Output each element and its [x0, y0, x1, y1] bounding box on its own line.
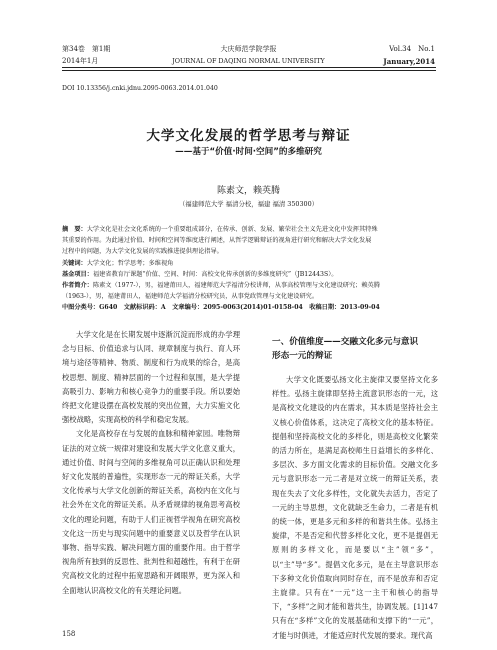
section-1-heading-line-2: 形态一元的辩证 — [272, 351, 333, 361]
body-right-paragraph-1: 大学文化既要弘扬文化主旋律又要坚持文化多样性。弘扬主旋律即坚持主流意识形态的一元，这是高校文化建设的内在需求，其本质是坚持社会主义核心价值体系，这决定了高校文化的基本特征。提倡和坚持高校文化的多样化，则是高校文化繁荣的活力所在，是满足高校师生日益增长的多样化、多层次、多方面文化需求的目标价值。交融文化多元与意识形态一元二者是对立统一的辩证关系，表现在失去了文化多样性，文化就失去活力，否定了一元的主导思想，文化就缺乏生命力，二者是有机的统一体，更是多元和多样的和谐共生体。弘扬主旋律，不是否定和代替多样化文化，更不是提倡无原则的多样文化，而是要以“主”领“多”，以“主”导“多”。提倡文化多元，是在主导意识形态下多种文化价值取向同时存在，而不是放弃和否定主旋律。只有在“一元”这一主干和核心的指导下，“多样”之间才能和谐共生，协调发展。[1]147 只有在“多样”文化的发展基础和支撑下的“一元”，才能与时俱进，才能适应时代发展的要求。现代高 — [272, 375, 438, 640]
header-journal-cn: 大庆师范学院学报 — [220, 45, 277, 53]
received-date-label: 收稿日期： — [309, 304, 341, 311]
header-date-en: January,2014 — [383, 57, 435, 66]
author-bio-text-1: 陈素文（1977-），男，福建莆田人，福建师范大学福清分校讲师，从事高校管理与文化建设研究；赖英腾 — [92, 282, 380, 289]
header-volume-cn: 第34卷 第1期 — [62, 45, 111, 53]
classification-line — [62, 303, 434, 314]
author-bio-line-2: （1963-），男，福建莆田人，福建师范大学福清分校研究员，从事党政管理与文化建设研究。 — [62, 293, 319, 300]
abstract-line-2: 其重要的作用。为此通过价值、时间和空间等维度进行阐述，从哲学逻辑辩证的视角进行研究和解决大学文化发展 — [62, 237, 372, 244]
section-1-heading-line-1: 一、价值维度——交融文化多元与意识 — [272, 337, 419, 347]
body-left-paragraph-1: 大学文化是在长期发展中逐渐沉淀而形成的办学理念与目标、价值追求与认同、规章制度与执行、育人环境与途径等精神、物质、制度和行为成果的综合，是高校思想、制度、精神层面的一个过程和氛围，是大学提高吸引力、影响力和核心竞争力的重要手段。所以要始终把文化建设摆在高校发展的突出位置，大力实施文化强校战略，实现高校的科学和稳定发展。 — [62, 330, 240, 425]
section-1-heading — [272, 335, 438, 363]
body-left-paragraph-2: 文化是高校存在与发展的血脉和精神家园。唯物辩证法的对立统一规律对建设和发展大学文化意义重大，通过价值、时间与空间的多维视角可以正确认识和处理好文化发展的普遍性，实现形态一元的辩证关系，大学文化传承与大学文化创新的辩证关系，高校内在文化与社会外在文化的辩证关系。从矛盾规律的视角思考高校文化的理论问题，有助于人们正视哲学视角在研究高校文化这一历史与现实问题中的重要意义以及哲学在认识事物、指导实践、解决问题方面的重要作用。由于哲学视角所有独到的反思性、批判性和超越性，有利于在研究高校文化的过程中拓宽思路和开阔眼界，更为深入和全面地认识高校文化的有关理论问题。 — [62, 429, 240, 595]
article-id-label: 文章编号： — [172, 304, 204, 311]
article-affiliation: （福建师范大学 福清分校，福建 福清 350300） — [178, 200, 319, 208]
abstract-label: 摘 要： — [62, 226, 87, 233]
header-date-cn: 2014年1月 — [62, 57, 99, 65]
abstract-text-1: 大学文化是社会文化系统的一个重要组成部分，在传承、创新、发展、繁荣社会主义先进文化中发挥其特殊 — [86, 226, 378, 233]
author-bio-label: 作者简介： — [62, 282, 93, 289]
clc-label: 中图分类号： — [62, 304, 100, 311]
article-authors: 陈素文，赖英腾 — [216, 186, 280, 196]
fund-label: 基金项目： — [62, 271, 93, 278]
page-number: 158 — [62, 630, 76, 638]
header-volume-en: Vol.34 No.1 — [389, 45, 435, 53]
abstract-line-3: 过程中的问题，为大学文化发展的实践推进提供理论指导。 — [62, 248, 223, 255]
code-value: A — [160, 304, 166, 311]
keywords — [62, 259, 434, 270]
article-id-value: 2095-0063(2014)01-0158-04 — [203, 304, 303, 311]
received-date-value: 2013-09-04 — [340, 304, 380, 311]
abstract-line-1 — [62, 225, 434, 236]
body-left-column — [62, 328, 240, 598]
header-rule-thin — [62, 70, 436, 71]
body-right-column — [272, 373, 438, 643]
fund-text: 福建省教育厅课题“价值、空间、时间：高校文化传承创新的多维度研究”（JB12443S）。 — [92, 271, 338, 278]
clc-value: G640 — [99, 304, 118, 311]
header-journal-en: JOURNAL OF DAQING NORMAL UNIVERSITY — [172, 57, 325, 65]
fund — [62, 270, 434, 281]
article-subtitle: ——基于“价值·时间·空间”的多维研究 — [175, 147, 322, 157]
doi-line: DOI 10.13356/j.cnki.jdnu.2095-0063.2014.01.040 — [62, 85, 218, 92]
keywords-label: 关键词： — [62, 260, 87, 267]
author-bio-line-1 — [62, 281, 434, 292]
article-title: 大学文化发展的哲学思考与辩证 — [146, 128, 351, 144]
keywords-text: 大学文化；哲学思考；多维视角 — [86, 260, 174, 267]
header-rule-thick — [62, 67, 436, 68]
code-label: 文献标识码： — [123, 304, 161, 311]
